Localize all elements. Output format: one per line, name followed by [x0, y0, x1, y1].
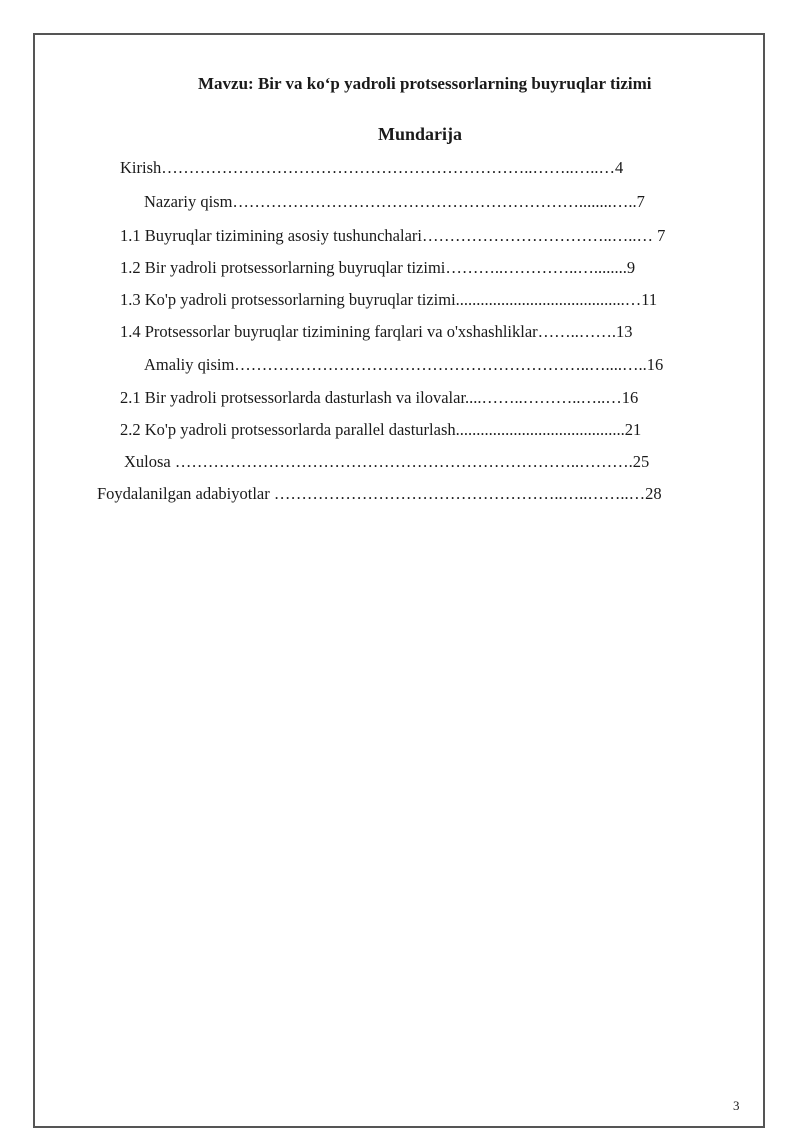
toc-entry-adabiyotlar: Foydalanilgan adabiyotlar ……………………………………………..…..……..…28	[97, 484, 662, 503]
toc-entry-amaliy-qisim: Amaliy qisim………………………………………………………..…....…..16	[144, 355, 664, 374]
document-title: Mavzu: Bir va ko‘p yadroli protsessorlarning buyruqlar tizimi	[198, 74, 652, 93]
toc-entry-2-2: 2.2 Ko'p yadroli protsessorlarda parallel dasturlash.........................................21	[120, 420, 642, 439]
toc-entry-1-1: 1.1 Buyruqlar tizimining asosiy tushunchalari……………………………..…..… 7	[120, 226, 666, 245]
toc-entry-1-3: 1.3 Ko'p yadroli protsessorlarning buyruqlar tizimi.........................................…11	[120, 290, 658, 309]
toc-entry-1-4: 1.4 Protsessorlar buyruqlar tizimining farqlari va o'xshashliklar……..…….13	[120, 322, 633, 341]
toc-entry-xulosa: Xulosa ………………………………………………………………..……….25	[124, 452, 650, 471]
toc-entry-nazariy-qism: Nazariy qism………………………………………………………........…..7	[144, 192, 645, 211]
toc-heading: Mundarija	[377, 124, 462, 144]
toc-entry-2-1: 2.1 Bir yadroli protsessorlarda dasturlash va ilovalar....……..………..…..…16	[120, 388, 639, 407]
page-number: 3	[733, 1098, 740, 1113]
toc-entry-1-2: 1.2 Bir yadroli protsessorlarning buyruqlar tizimi………..…………..…........9	[120, 258, 636, 277]
toc-entry-kirish: Kirish…………………………………………………………..……..…..…4	[120, 158, 624, 177]
